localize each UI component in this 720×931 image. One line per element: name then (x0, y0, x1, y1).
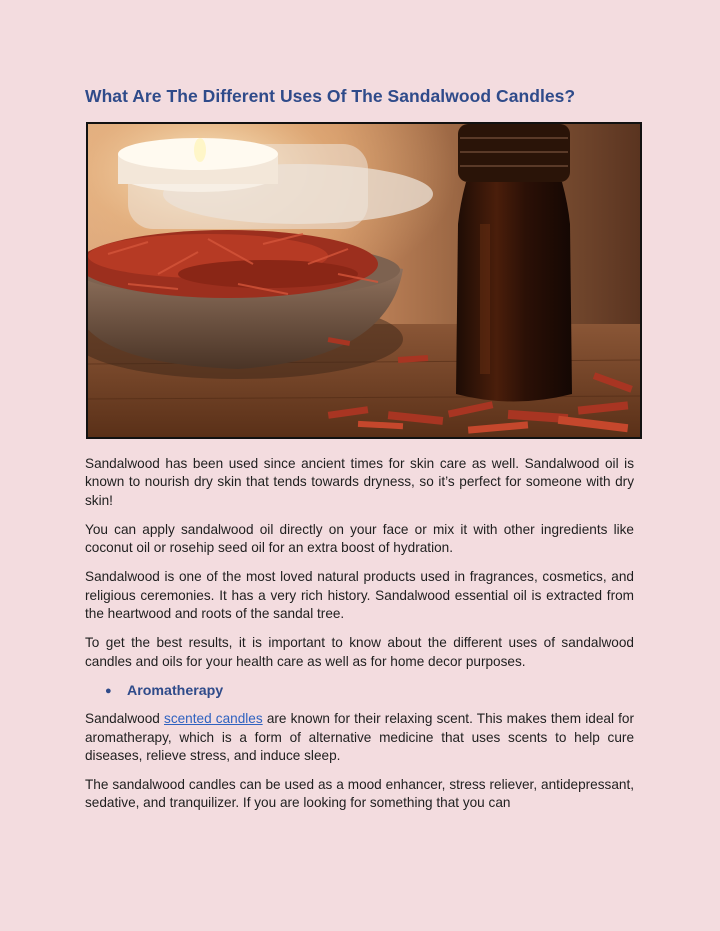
paragraph-text-start: Sandalwood (85, 711, 165, 727)
paragraph-skin-care: Sandalwood has been used since ancient times for skin care as well. Sandalwood oil is known to nourish dry skin that tends towards dryness, so it’s perfect for someone with dry skin! (85, 456, 634, 508)
paragraph-best-results: To get the best results, it is important to know about the different uses of sandalwood candles and oils for your health care as well as for home decor purposes. (85, 635, 634, 669)
scented-candles-link[interactable]: scented candles (164, 711, 263, 727)
bullet-list (85, 682, 634, 700)
sandalwood-photo (88, 124, 640, 437)
paragraph-mood-enhancer: The sandalwood candles can be used as a mood enhancer, stress reliever, antidepressant, sedative, and tranquilizer. If you are looking for something that you can (85, 777, 634, 811)
article-body (85, 455, 634, 824)
paragraph-apply-oil: You can apply sandalwood oil directly on your face or mix it with other ingredients like coconut oil or rosehip seed oil for an extra boost of hydration. (85, 521, 634, 556)
paragraph-text-end: are known for their relaxing scent. This makes them ideal for aromatherapy, which is a form of alternative medicine that uses scents to help cure diseases, relieve stress, and induce sleep. (85, 711, 635, 763)
page-title: What Are The Different Uses Of The Sandalwood Candles? (85, 86, 576, 106)
paragraph-history: Sandalwood is one of the most loved natural products used in fragrances, cosmetics, and religious ceremonies. It has a very rich history. Sandalwood essential oil is extracted from the heartwood and roots of the sandal tree. (85, 569, 634, 622)
bullet-item-aromatherapy (105, 682, 634, 700)
paragraph-scented-candles (85, 710, 634, 765)
hero-image-sandalwood (86, 122, 642, 439)
bullet-label: Aromatherapy (127, 682, 224, 699)
bullet-icon: ● (105, 684, 112, 697)
